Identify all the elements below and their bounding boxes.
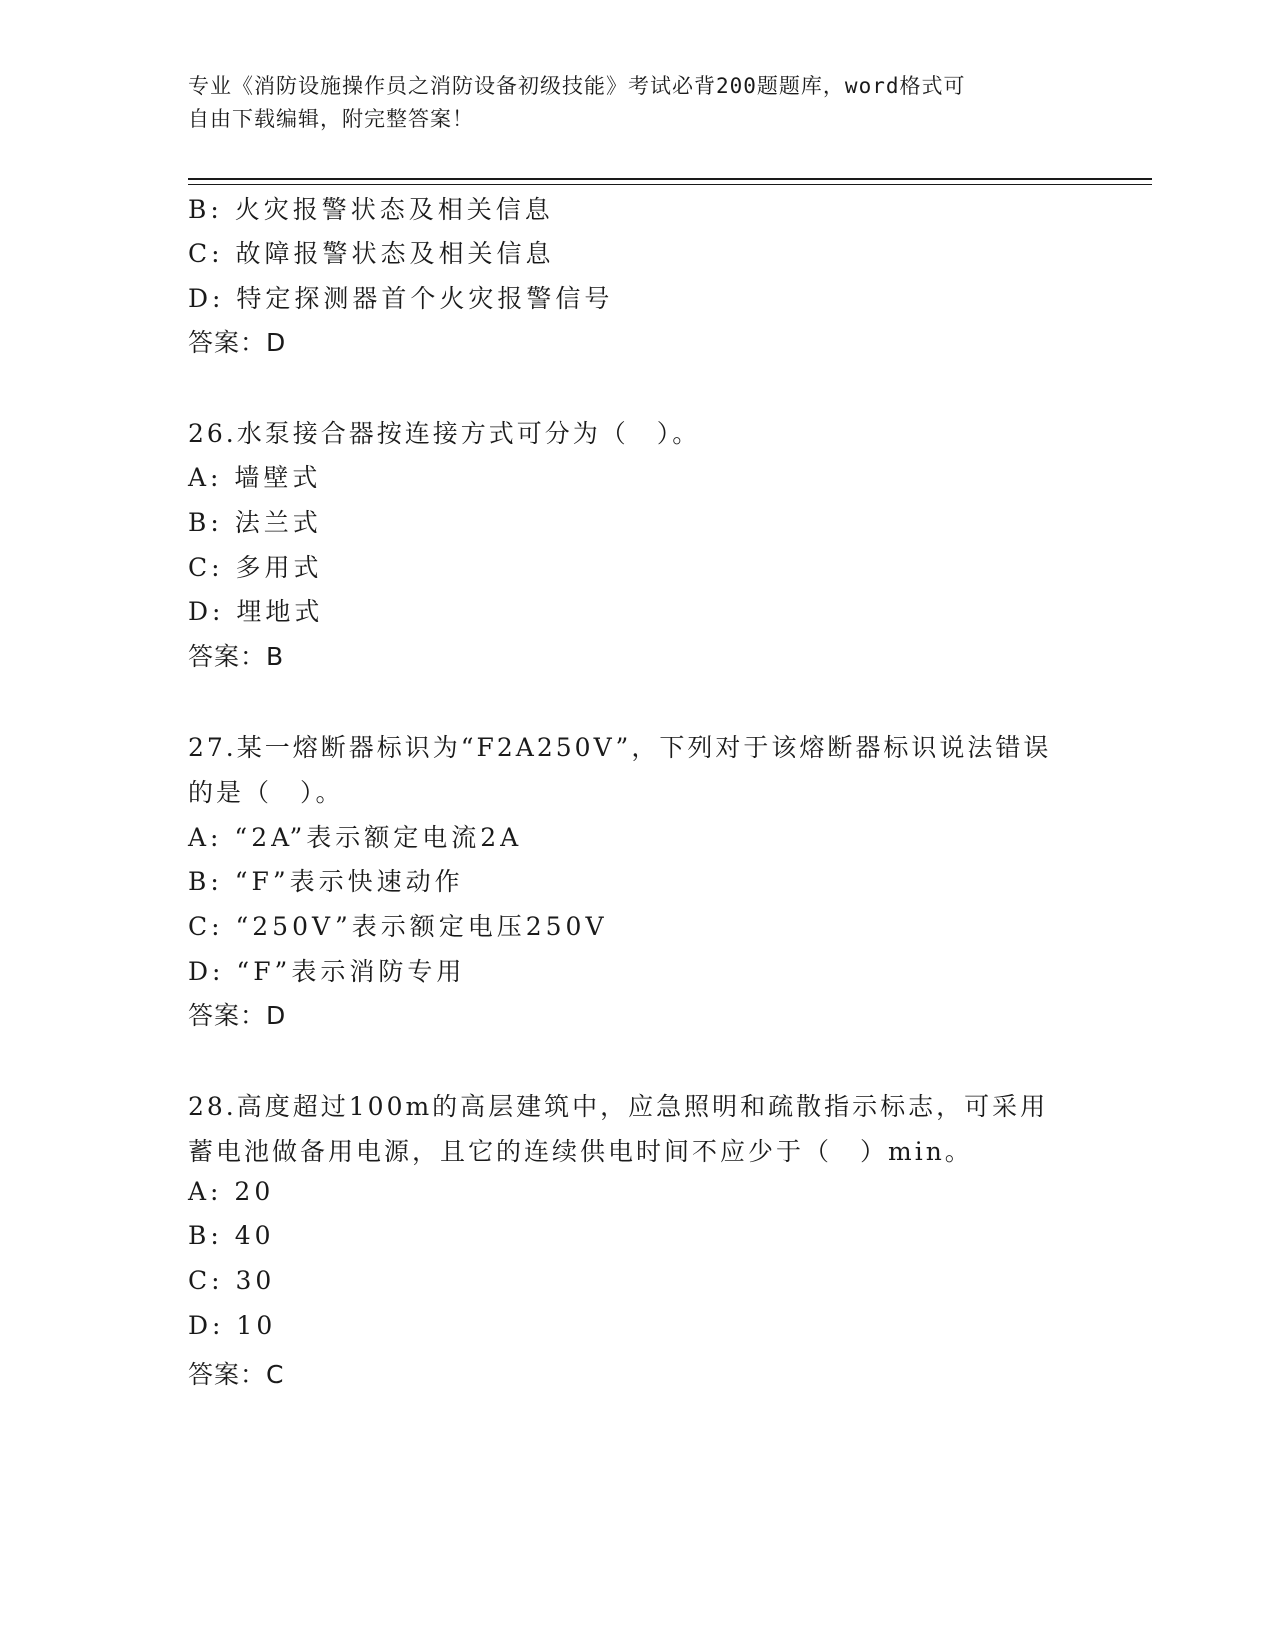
q27-option-d: D: “F”表示消防专用 <box>188 957 466 986</box>
document-header <box>188 70 1068 136</box>
q28-option-a: A: 20 <box>188 1177 275 1206</box>
q28-question-line-2: 蓄电池做备用电源，且它的连续供电时间不应少于（ ）min。 <box>188 1137 973 1166</box>
q28-question-line-1: 28.高度超过100m的高层建筑中，应急照明和疏散指示标志，可采用 <box>188 1092 1049 1121</box>
q25-option-b: B: 火灾报警状态及相关信息 <box>188 195 554 224</box>
q26-option-d: D: 埋地式 <box>188 597 324 626</box>
q28-option-c: C: 30 <box>188 1266 276 1295</box>
q27-answer: 答案：D <box>188 1001 287 1030</box>
header-divider-thick <box>188 178 1152 180</box>
q26-answer: 答案：B <box>188 642 285 671</box>
q27-question-line-1: 27.某一熔断器标识为“F2A250V”，下列对于该熔断器标识说法错误 <box>188 733 1052 762</box>
header-line-2: 自由下载编辑，附完整答案！ <box>188 107 474 131</box>
q28-answer: 答案：C <box>188 1360 285 1389</box>
q26-question: 26.水泵接合器按连接方式可分为（ ）。 <box>188 419 701 448</box>
q27-question-line-2: 的是（ ）。 <box>188 778 344 807</box>
q28-option-b: B: 40 <box>188 1221 275 1250</box>
q27-option-c: C: “250V”表示额定电压250V <box>188 912 608 941</box>
q25-option-d: D: 特定探测器首个火灾报警信号 <box>188 284 614 313</box>
header-divider-thin <box>188 184 1152 185</box>
q26-option-c: C: 多用式 <box>188 553 323 582</box>
q28-option-d: D: 10 <box>188 1311 277 1340</box>
q25-answer: 答案：D <box>188 328 287 357</box>
q25-option-c: C: 故障报警状态及相关信息 <box>188 239 555 268</box>
q26-option-b: B: 法兰式 <box>188 508 322 537</box>
q27-option-a: A: “2A”表示额定电流2A <box>188 823 523 852</box>
header-line-1: 专业《消防设施操作员之消防设备初级技能》考试必背200题题库，word格式可 <box>188 74 966 98</box>
q27-option-b: B: “F”表示快速动作 <box>188 867 464 896</box>
q26-option-a: A: 墙壁式 <box>188 463 322 492</box>
